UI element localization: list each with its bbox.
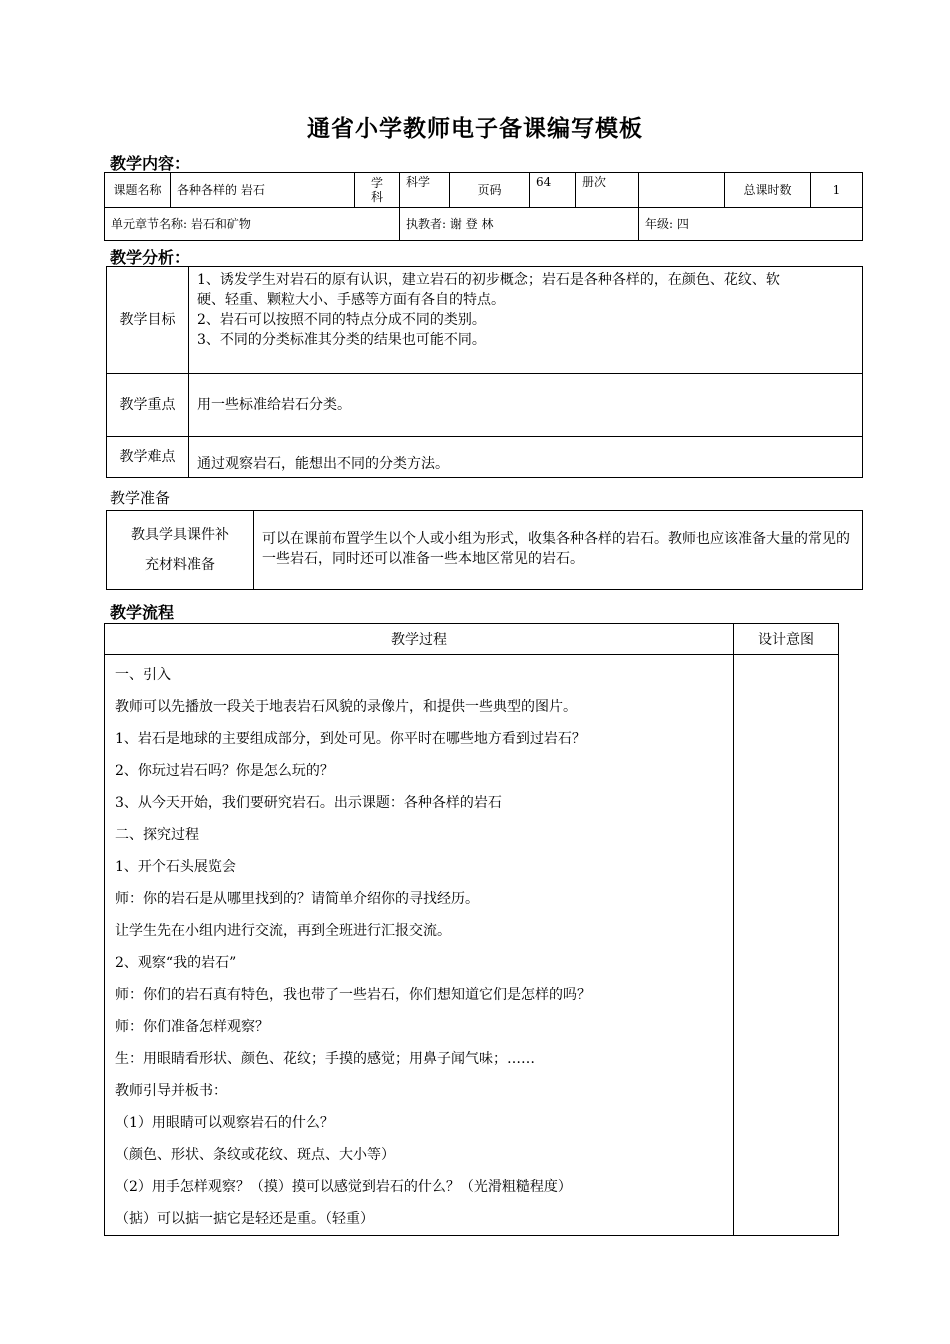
key-point-text: 用一些标准给岩石分类。 xyxy=(189,374,863,437)
topic-value: 各种各样的 岩石 xyxy=(171,173,355,208)
process-line: 师：你们准备怎样观察？ xyxy=(115,1019,269,1035)
section-heading-flow: 教学流程 xyxy=(110,603,175,622)
grade: 年级: 四 xyxy=(639,208,863,241)
process-line: 1、岩石是地球的主要组成部分，到处可见。你平时在哪些地方看到过岩石？ xyxy=(115,731,586,747)
total-hours-value: 1 xyxy=(811,173,863,208)
difficulty-text: 通过观察岩石，能想出不同的分类方法。 xyxy=(189,437,863,478)
page-label: 页码 xyxy=(450,173,530,208)
prep-text: 可以在课前布置学生以个人或小组为形式，收集各种各样的岩石。教师也应该准备大量的常见的一些岩石，同时还可以准备一些本地区常见的岩石。 xyxy=(254,511,863,590)
process-line: （颜色、形状、条纹或花纹、斑点、大小等） xyxy=(115,1147,395,1163)
process-line: 2、你玩过岩石吗？你是怎么玩的？ xyxy=(115,763,334,779)
prep-table xyxy=(106,510,863,590)
analysis-table xyxy=(106,266,863,478)
teacher: 执教者: 谢 登 林 xyxy=(400,208,639,241)
difficulty-label: 教学难点 xyxy=(107,437,189,478)
volume-value xyxy=(639,173,725,208)
subject-value: 科学 xyxy=(400,173,450,208)
process-line: 1、开个石头展览会 xyxy=(115,859,236,875)
subject-label: 学科 xyxy=(355,173,400,208)
section-heading-content: 教学内容： xyxy=(110,154,191,173)
page-value: 64 xyxy=(530,173,576,208)
topic-label: 课题名称 xyxy=(105,173,171,208)
prep-label-line: 充材料准备 xyxy=(145,557,215,573)
process-header: 教学过程 xyxy=(105,624,734,655)
process-line: 教师可以先播放一段关于地表岩石风貌的录像片，和提供一些典型的图片。 xyxy=(115,699,577,715)
process-line: （1）用眼睛可以观察岩石的什么？ xyxy=(115,1115,334,1131)
goal-line: 硬、轻重、颗粒大小、手感等方面有各自的特点。 xyxy=(197,292,505,308)
page-title: 通省小学教师电子备课编写模板 xyxy=(307,116,643,142)
process-line: （掂）可以掂一掂它是轻还是重。（轻重） xyxy=(115,1211,374,1227)
total-hours-label: 总课时数 xyxy=(725,173,811,208)
process-line: 2、观察“我的岩石” xyxy=(115,955,237,971)
goal-line: 3、不同的分类标准其分类的结果也可能不同。 xyxy=(197,332,486,348)
goal-label: 教学目标 xyxy=(107,267,189,374)
prep-label xyxy=(107,511,254,590)
key-point-label: 教学重点 xyxy=(107,374,189,437)
process-line: 师：你的岩石是从哪里找到的？请简单介绍你的寻找经历。 xyxy=(115,891,479,907)
process-line: （2）用手怎样观察？（摸）摸可以感觉到岩石的什么？（光滑粗糙程度） xyxy=(115,1179,572,1195)
section-heading-analysis: 教学分析： xyxy=(110,248,191,267)
process-line: 二、探究过程 xyxy=(115,827,199,843)
design-intent-content xyxy=(734,655,839,1236)
lesson-info-table xyxy=(104,172,863,241)
process-content xyxy=(105,655,734,1236)
unit-chapter: 单元章节名称: 岩石和矿物 xyxy=(105,208,400,241)
teaching-flow-table xyxy=(104,623,839,1236)
volume-label: 册次 xyxy=(576,173,639,208)
prep-label-line: 教具学具课件补 xyxy=(131,527,229,543)
goal-line: 1、诱发学生对岩石的原有认识，建立岩石的初步概念；岩石是各种各样的，在颜色、花纹、软 xyxy=(197,272,780,288)
process-line: 让学生先在小组内进行交流，再到全班进行汇报交流。 xyxy=(115,923,451,939)
goal-line: 2、岩石可以按照不同的特点分成不同的类别。 xyxy=(197,312,486,328)
section-heading-prep: 教学准备 xyxy=(110,489,171,507)
design-intent-header: 设计意图 xyxy=(734,624,839,655)
process-line: 教师引导并板书： xyxy=(115,1083,227,1099)
goal-text xyxy=(189,267,863,374)
process-line: 师：你们的岩石真有特色，我也带了一些岩石，你们想知道它们是怎样的吗？ xyxy=(115,987,591,1003)
process-line: 一、引入 xyxy=(115,667,171,683)
process-line: 生：用眼睛看形状、颜色、花纹；手摸的感觉；用鼻子闻气味；…… xyxy=(115,1051,535,1067)
process-line: 3、从今天开始，我们要研究岩石。出示课题：各种各样的岩石 xyxy=(115,795,502,811)
